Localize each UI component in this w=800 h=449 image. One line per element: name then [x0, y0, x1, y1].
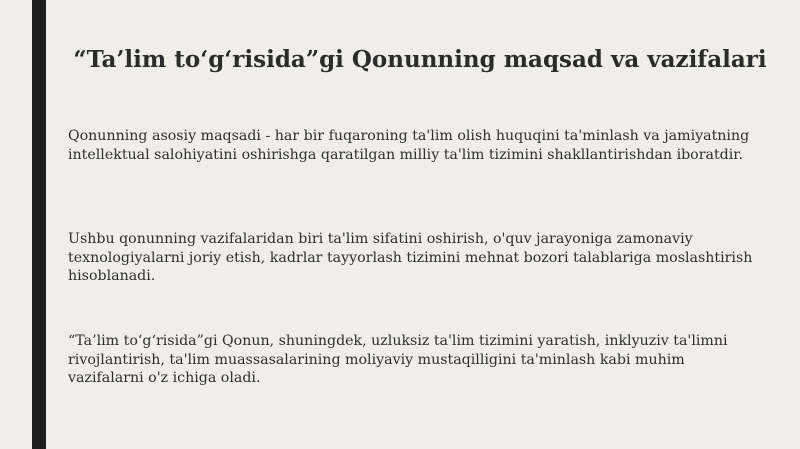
paragraph-goal: Qonunning asosiy maqsadi - har bir fuqaroning ta'lim olish huquqini ta'minlash va jamiyatning intellektual salohiyatini oshirishga qaratilgan milliy ta'lim tizimini shakllantirishdan iboratdir. — [68, 128, 750, 163]
paragraph-tasks: Ushbu qonunning vazifalaridan biri ta'lim sifatini oshirish, o'quv jarayoniga zamonaviy texnologiyalarni joriy etish, kadrlar tayyorlash tizimini mehnat bozori talablariga moslashtirish hisoblanadi. — [68, 231, 753, 285]
slide-title: “Ta’lim to‘g‘risida”gi Qonunning maqsad va vazifalari — [73, 46, 767, 74]
left-accent-bar — [32, 0, 46, 449]
paragraph-additional-tasks: “Ta’lim to‘g‘risida”gi Qonun, shuningdek, uzluksiz ta'lim tizimini yaratish, inklyuziv ta'limni rivojlantirish, ta'lim muassasalarining moliyaviy mustaqilligini ta'minlash kabi muhim vazifalarni o'z ichiga oladi. — [68, 333, 728, 387]
